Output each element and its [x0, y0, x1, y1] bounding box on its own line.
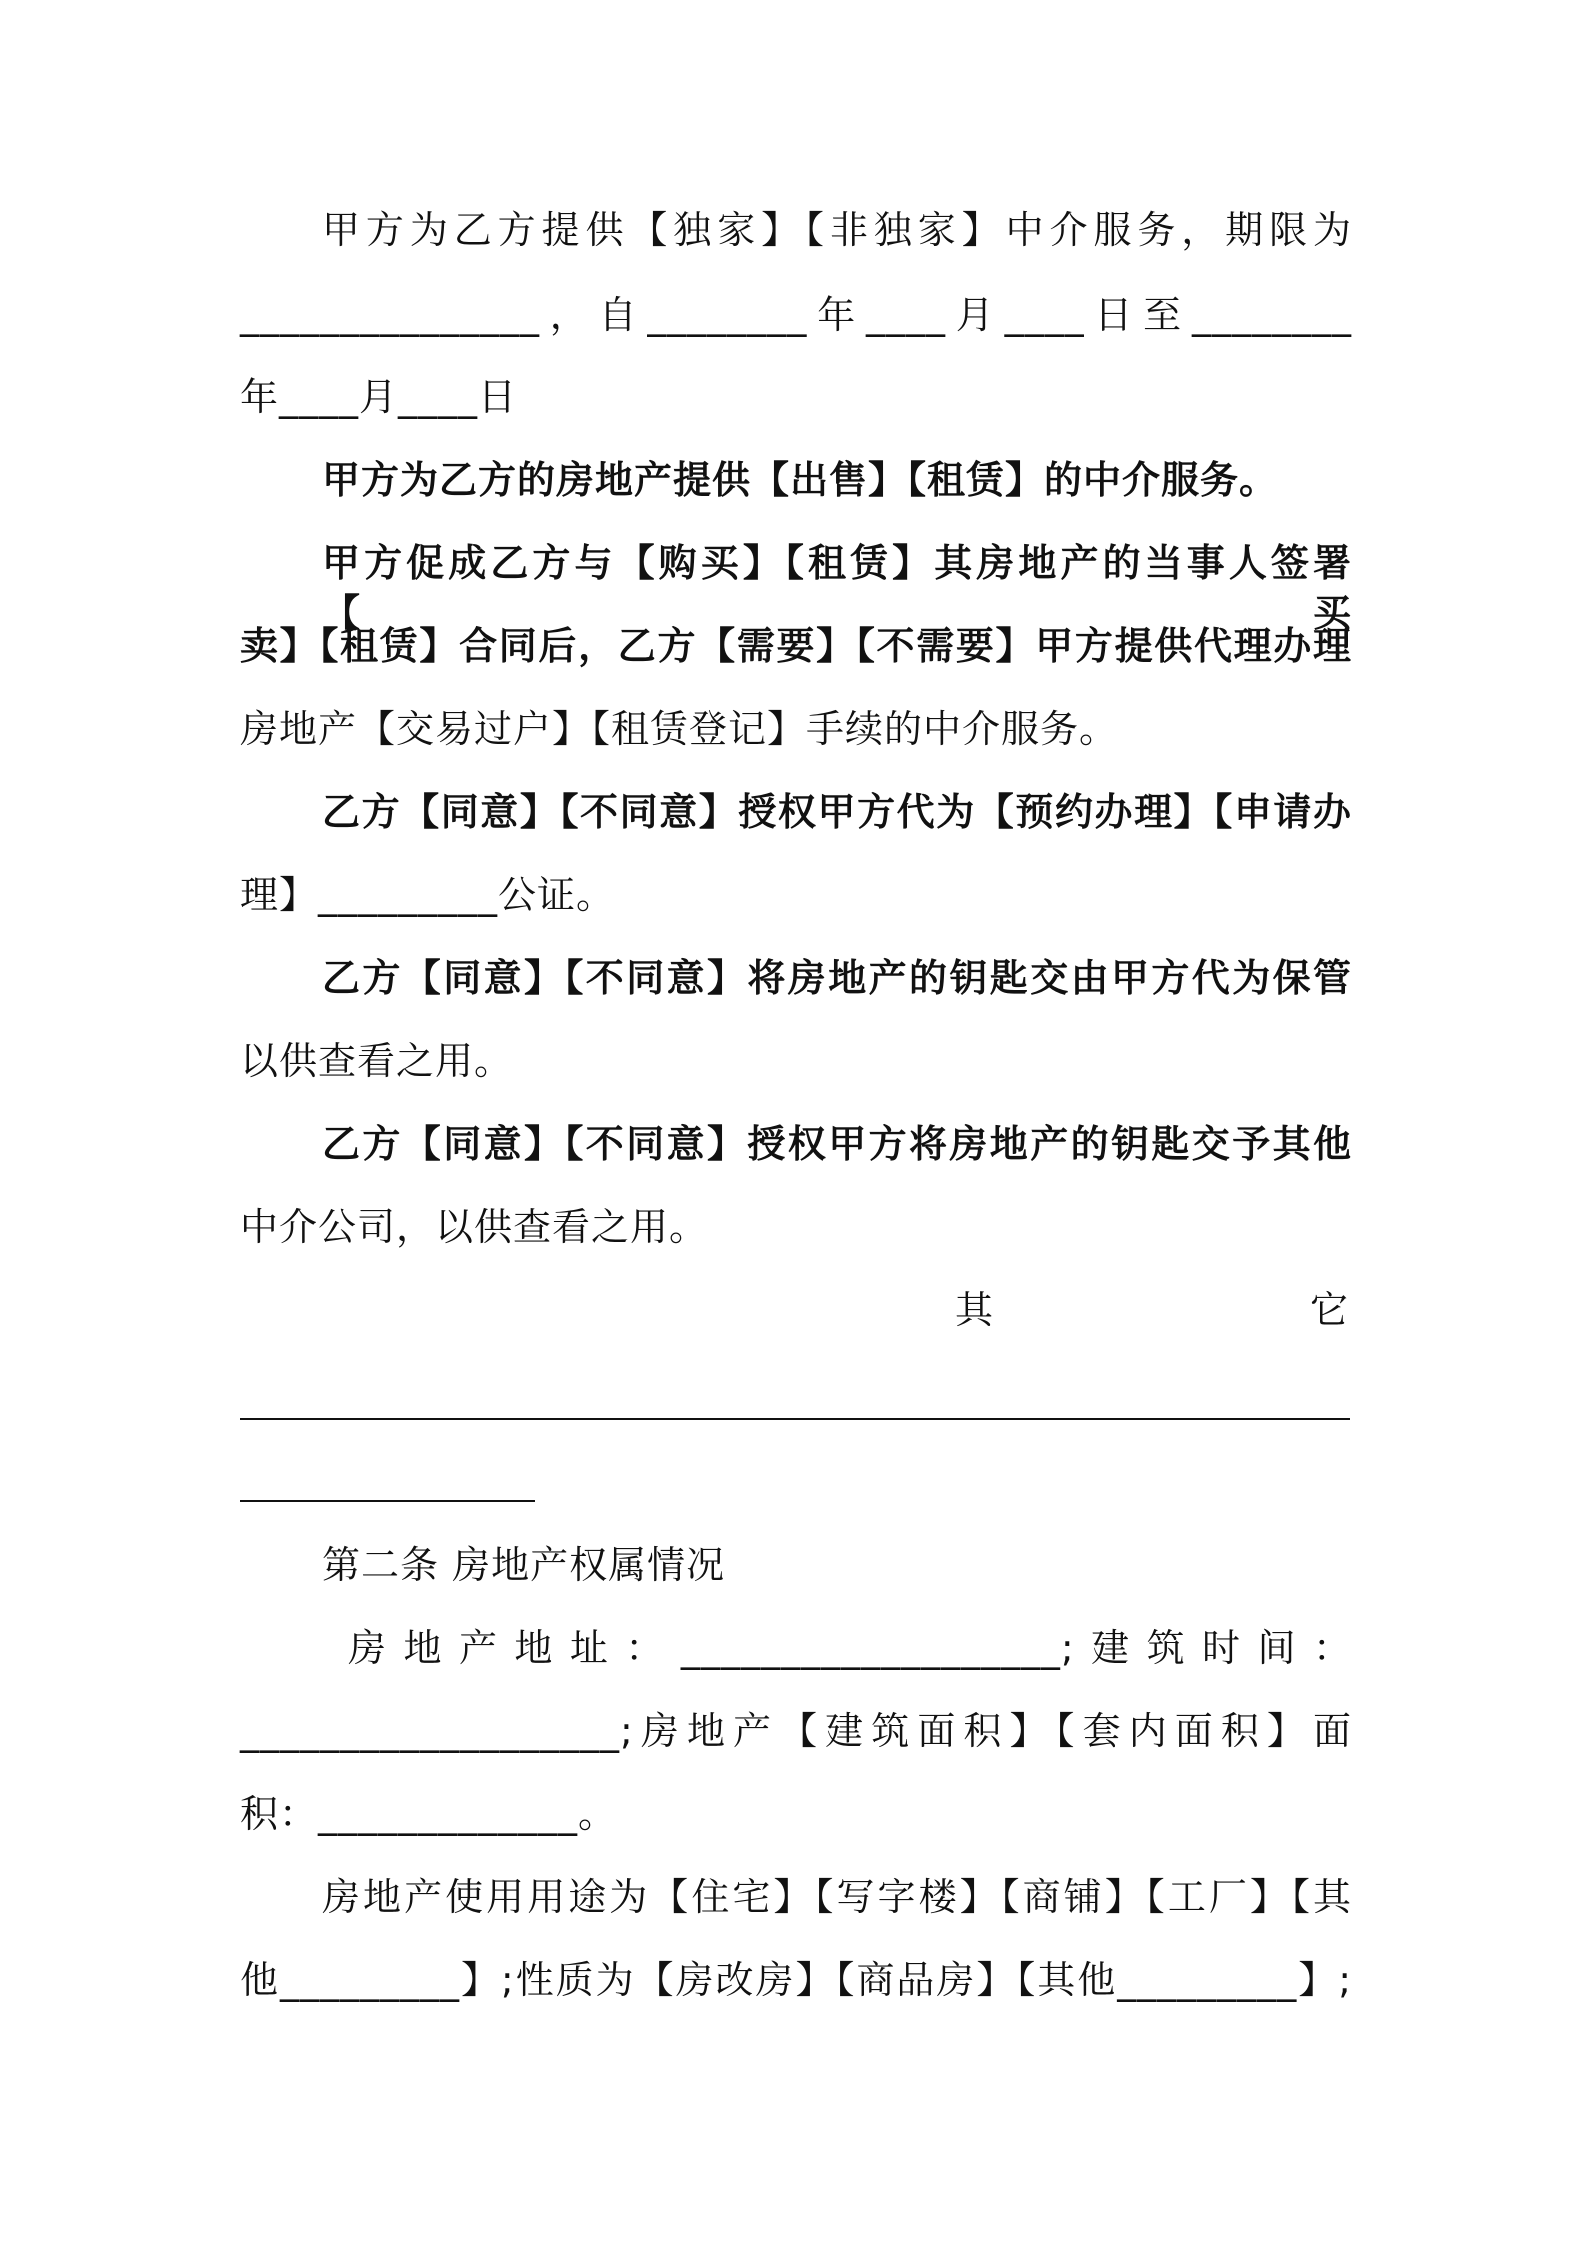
other-label-left: 其	[955, 1288, 995, 1332]
paragraph-notary-line1: 乙方【同意】【不同意】授权甲方代为【预约办理】【申请办	[322, 790, 1352, 834]
other-blank-line-short	[240, 1500, 535, 1502]
paragraph-service-term-line2: _______________，自________年____月____日至________	[240, 293, 1352, 337]
usage-line-2: 他_________】;性质为【房改房】【商品房】【其他_________】;	[240, 1958, 1352, 2002]
other-blank-line-long	[240, 1418, 1350, 1420]
other-label-right: 它	[1310, 1288, 1350, 1332]
paragraph-service-term-line1: 甲方为乙方提供【独家】【非独家】中介服务，期限为	[322, 208, 1352, 252]
paragraph-keys-custody-line1: 乙方【同意】【不同意】将房地产的钥匙交由甲方代为保管	[322, 956, 1352, 1000]
area-line-2: 积：_____________。	[240, 1792, 618, 1836]
paragraph-sale-lease: 甲方为乙方的房地产提供【出售】【租赁】的中介服务。	[322, 458, 1279, 502]
paragraph-keys-other-agency-line1: 乙方【同意】【不同意】授权甲方将房地产的钥匙交予其他	[322, 1122, 1352, 1166]
paragraph-contract-line1: 甲方促成乙方与【购买】【租赁】其房地产的当事人签署【买	[322, 541, 1352, 635]
paragraph-contract-line3: 房地产【交易过户】【租赁登记】手续的中介服务。	[240, 707, 1119, 751]
article-2-title: 第二条 房地产权属情况	[322, 1543, 726, 1587]
area-line: ___________________;房地产【建筑面积】【套内面积】面	[240, 1709, 1352, 1753]
paragraph-service-term-line3: 年____月____日	[240, 375, 518, 419]
usage-line: 房地产使用用途为【住宅】【写字楼】【商铺】【工厂】【其	[322, 1875, 1352, 1919]
paragraph-contract-line2: 卖】【租赁】合同后，乙方【需要】【不需要】甲方提供代理办理	[240, 624, 1352, 668]
address-line: 房地产地址：___________________;建筑时间：	[348, 1626, 1352, 1670]
paragraph-notary-line2: 理】_________公证。	[240, 873, 616, 917]
paragraph-keys-other-agency-line2: 中介公司，以供查看之用。	[240, 1205, 709, 1249]
paragraph-keys-custody-line2: 以供查看之用。	[240, 1039, 514, 1083]
